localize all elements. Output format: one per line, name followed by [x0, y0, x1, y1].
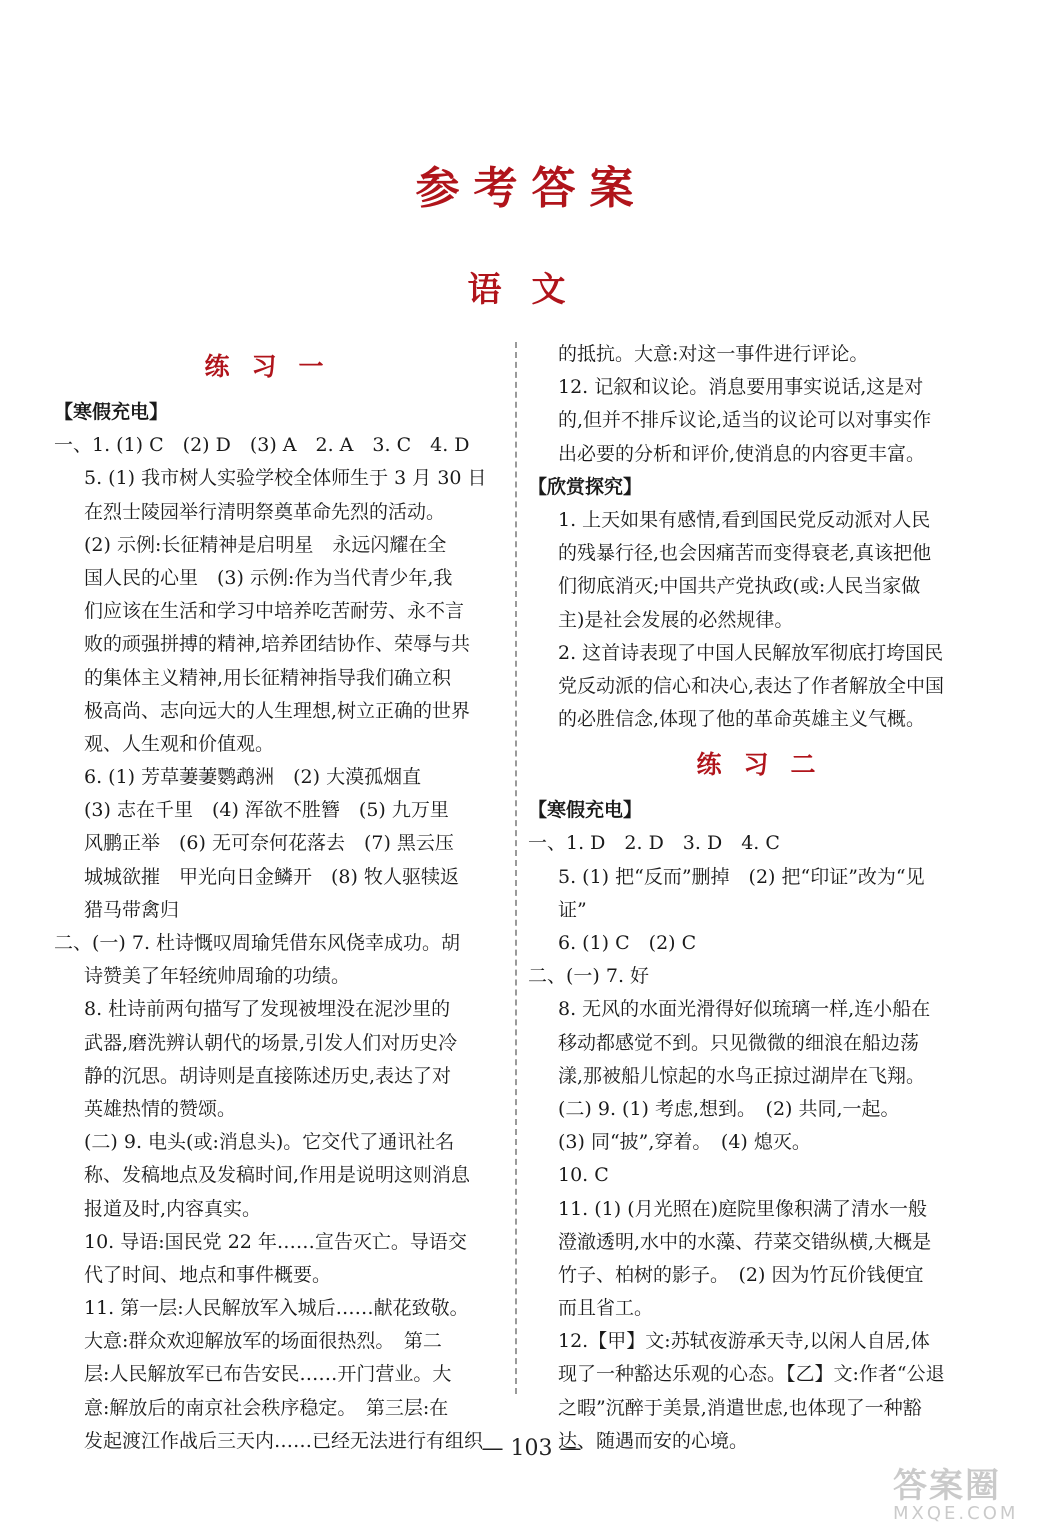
answer-line: 意:解放后的南京社会秩序稳定。 第三层:在 — [84, 1396, 449, 1419]
answer-line: 5. (1) 我市树人实验学校全体师生于 3 月 30 日 — [84, 467, 487, 490]
answer-line: 澄澈透明,水中的水藻、荇菜交错纵横,大概是 — [558, 1230, 932, 1253]
answer-line: 败的顽强拼搏的精神,培养团结协作、荣辱与共 — [84, 633, 471, 656]
answer-line: 国人民的心里 (3) 示例:作为当代青少年,我 — [84, 566, 453, 589]
answer-line: 代了时间、地点和事件概要。 — [84, 1263, 332, 1286]
answer-line: (二) 9. (1) 考虑,想到。 (2) 共同,一起。 — [558, 1097, 900, 1120]
answer-line: 12.【甲】文:苏轼夜游承天寺,以闲人自居,体 — [558, 1330, 930, 1353]
answer-line: 8. 杜诗前两句描写了发现被埋没在泥沙里的 — [84, 998, 451, 1021]
answer-line: 称、发稿地点及发稿时间,作用是说明这则消息 — [84, 1164, 471, 1187]
right-column — [528, 338, 976, 1458]
answer-line: 层:人民解放军已布告安民……开门营业。大 — [84, 1363, 452, 1386]
answer-line: 主)是社会发展的必然规律。 — [558, 608, 794, 631]
answer-line: 诗赞美了年轻统帅周瑜的功绩。 — [84, 965, 351, 988]
answer-line: 漾,那被船儿惊起的水鸟正掠过湖岸在飞翔。 — [558, 1064, 926, 1087]
answer-line: 观、人生观和价值观。 — [84, 732, 275, 755]
answer-line: 10. 导语:国民党 22 年……宣告灭亡。导语交 — [84, 1230, 467, 1253]
answer-line: 1. 上天如果有感情,看到国民党反动派对人民 — [558, 508, 931, 531]
answer-line: 的抵抗。大意:对这一事件进行评论。 — [558, 343, 869, 365]
answer-line: 2. 这首诗表现了中国人民解放军彻底打垮国民 — [558, 641, 944, 664]
section-tag: 【欣赏探究】 — [528, 475, 643, 498]
answer-line: 武器,磨洗辨认朝代的场景,引发人们对历史冷 — [84, 1031, 458, 1054]
page-title: 参考答案 — [415, 163, 648, 214]
answer-line: (3) 同“披”,穿着。 (4) 熄灭。 — [558, 1131, 811, 1154]
section-tag: 【寒假充电】 — [528, 799, 643, 822]
subject-heading: 语文 — [467, 270, 596, 310]
answer-line: 们应该在生活和学习中培养吃苦耐劳、永不言 — [84, 600, 465, 623]
answer-line: 出必要的分析和评价,使消息的内容更丰富。 — [558, 442, 926, 465]
answer-line: (2) 示例:长征精神是启明星 永远闪耀在全 — [84, 533, 447, 556]
answer-line: 的必胜信念,体现了他的革命英雄主义气概。 — [558, 708, 926, 731]
answer-line: 竹子、柏树的影子。 (2) 因为竹瓦价钱便宜 — [558, 1263, 924, 1286]
section-tag: 【寒假充电】 — [54, 401, 169, 423]
answer-line: 达、随遇而安的心境。 — [558, 1429, 749, 1452]
answer-line: 党反动派的信心和决心,表达了作者解放全中国 — [558, 674, 945, 697]
answer-line: 12. 记叙和议论。消息要用事实说话,这是对 — [558, 376, 924, 399]
answer-line: (3) 志在千里 (4) 浑欲不胜簪 (5) 九万里 — [84, 799, 449, 822]
answer-line: 英雄热情的赞颂。 — [84, 1097, 237, 1120]
answer-line: 一、1. D 2. D 3. D 4. C — [528, 832, 780, 855]
answer-line: 风鹏正举 (6) 无可奈何花落去 (7) 黑云压 — [84, 832, 454, 855]
page-number: — 103 — — [481, 1436, 582, 1461]
answer-line: 而且省工。 — [558, 1297, 654, 1320]
left-column — [54, 338, 496, 1458]
section-heading: 练习二 — [696, 750, 838, 780]
answer-line: 在烈士陵园举行清明祭奠革命先烈的活动。 — [84, 500, 446, 523]
watermark-logo — [893, 1458, 1053, 1528]
section-heading: 练习一 — [204, 352, 346, 381]
answer-line: 10. C — [558, 1164, 609, 1187]
answer-line: 猎马带禽归 — [84, 898, 180, 921]
answer-line: 静的沉思。胡诗则是直接陈述历史,表达了对 — [84, 1064, 452, 1087]
answer-line: 6. (1) C (2) C — [558, 932, 697, 954]
answer-line: (二) 9. 电头(或:消息头)。它交代了通讯社名 — [84, 1131, 455, 1154]
answer-line: 大意:群众欢迎解放军的场面很热烈。 第二 — [84, 1330, 442, 1353]
answer-line: 报道及时,内容真实。 — [84, 1197, 262, 1220]
answer-line: 移动都感觉不到。只见微微的细浪在船边荡 — [558, 1031, 920, 1054]
answer-line: 证” — [558, 898, 587, 921]
answer-line: 一、1. (1) C (2) D (3) A 2. A 3. C 4. D — [54, 434, 470, 457]
watermark-text: 答案圈 — [893, 1466, 1001, 1506]
column-divider — [515, 342, 517, 1394]
answer-line: 之暇”沉醉于美景,消遣世虑,也体现了一种豁 — [558, 1396, 922, 1419]
answer-line: 11. (1) (月光照在)庭院里像积满了清水一般 — [558, 1197, 928, 1220]
answer-line: 的残暴行径,也会因痛苦而变得衰老,真该把他 — [558, 542, 932, 565]
answer-line: 11. 第一层:人民解放军入城后……献花致敬。 — [84, 1297, 469, 1320]
answer-line: 极高尚、志向远大的人生理想,树立正确的世界 — [84, 699, 471, 722]
answer-line: 的集体主义精神,用长征精神指导我们确立积 — [84, 666, 452, 689]
answer-line: 现了一种豁达乐观的心态。【乙】文:作者“公退 — [558, 1363, 945, 1386]
answer-line: 的,但并不排斥议论,适当的议论可以对事实作 — [558, 409, 932, 432]
watermark-url: MXQE.COM — [893, 1503, 1019, 1524]
answer-line: 6. (1) 芳草萋萋鹦鹉洲 (2) 大漠孤烟直 — [84, 766, 422, 789]
answer-line: 二、(一) 7. 好 — [528, 965, 650, 988]
answer-line: 发起渡江作战后三天内……已经无法进行有组织 — [84, 1429, 484, 1452]
answer-line: 们彻底消灭;中国共产党执政(或:人民当家做 — [558, 575, 921, 598]
answer-line: 5. (1) 把“反而”删掉 (2) 把“印证”改为“见 — [558, 865, 925, 888]
answer-line: 二、(一) 7. 杜诗慨叹周瑜凭借东风侥幸成功。胡 — [54, 932, 461, 954]
answer-line: 城城欲摧 甲光向日金鳞开 (8) 牧人驱犊返 — [84, 865, 459, 888]
answer-line: 8. 无风的水面光滑得好似琉璃一样,连小船在 — [558, 998, 931, 1021]
